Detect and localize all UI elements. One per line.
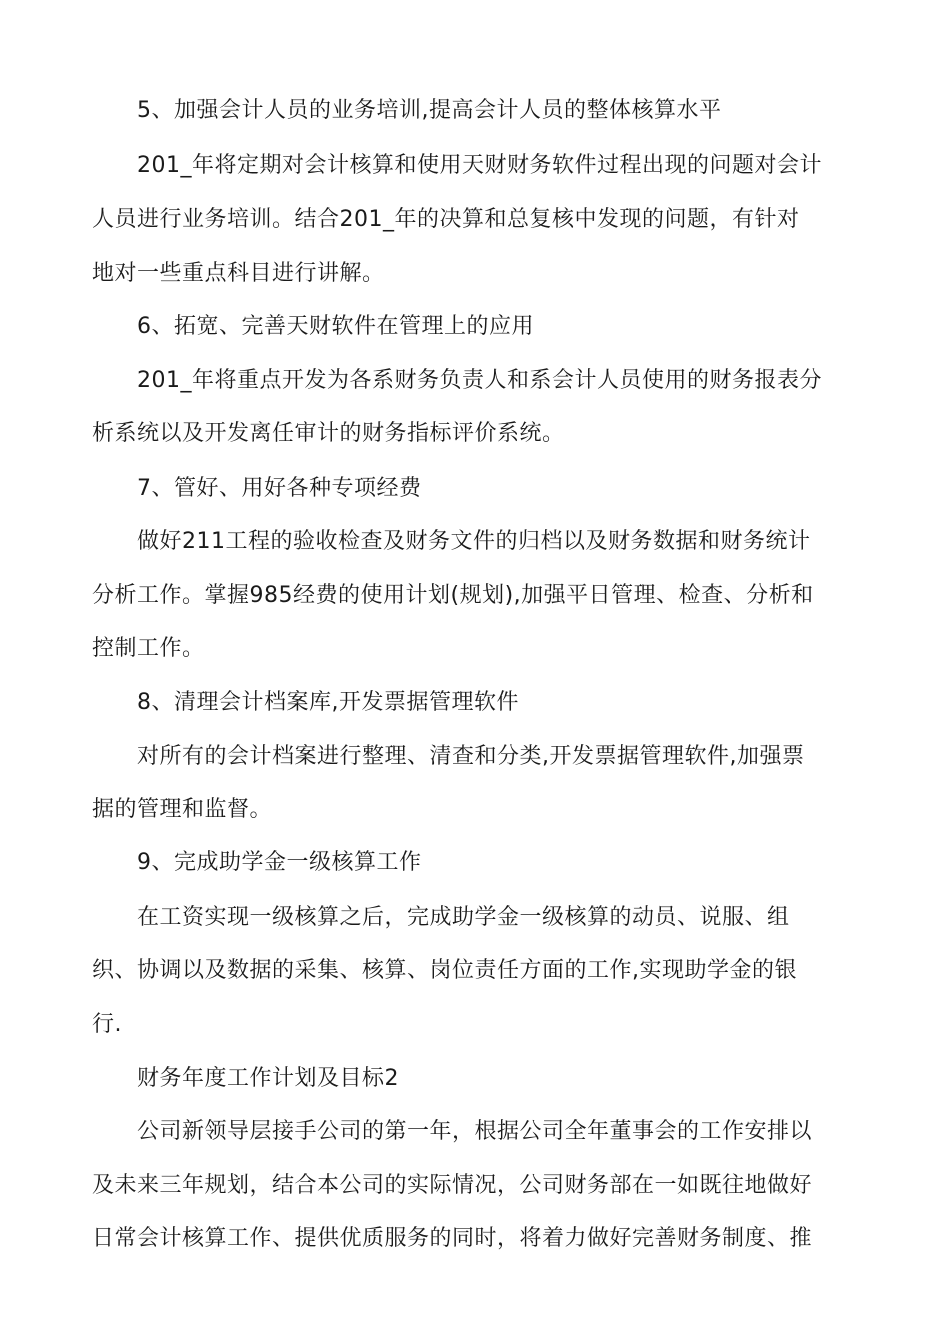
paragraph-line: 日常会计核算工作、提供优质服务的同时，将着力做好完善财务制度、推 xyxy=(92,1226,813,1251)
paragraph-line: 及未来三年规划，结合本公司的实际情况，公司财务部在一如既往地做好 xyxy=(92,1173,813,1198)
paragraph-line: 析系统以及开发离任审计的财务指标评价系统。 xyxy=(92,421,565,446)
paragraph-line: 做好211工程的验收检查及财务文件的归档以及财务数据和财务统计 xyxy=(137,529,811,554)
paragraph-line: 公司新领导层接手公司的第一年，根据公司全年董事会的工作安排以 xyxy=(137,1119,813,1144)
paragraph-line: 控制工作。 xyxy=(92,636,205,661)
paragraph-line: 据的管理和监督。 xyxy=(92,797,273,822)
paragraph-line: 织、协调以及数据的采集、核算、岗位责任方面的工作,实现助学金的银 xyxy=(92,958,797,983)
section-title: 财务年度工作计划及目标2 xyxy=(137,1066,399,1091)
heading-item-7: 7、管好、用好各种专项经费 xyxy=(137,476,422,501)
paragraph-line: 在工资实现一级核算之后，完成助学金一级核算的动员、说服、组 xyxy=(137,905,790,930)
paragraph-line: 地对一些重点科目进行讲解。 xyxy=(92,261,385,286)
heading-item-9: 9、完成助学金一级核算工作 xyxy=(137,850,422,875)
paragraph-line: 201_年将定期对会计核算和使用天财财务软件过程出现的问题对会计 xyxy=(137,153,822,178)
paragraph-line: 201_年将重点开发为各系财务负责人和系会计人员使用的财务报表分 xyxy=(137,368,822,393)
heading-item-8: 8、清理会计档案库,开发票据管理软件 xyxy=(137,690,519,715)
paragraph-line: 人员进行业务培训。结合201_年的决算和总复核中发现的问题，有针对 xyxy=(92,207,800,232)
paragraph-line: 对所有的会计档案进行整理、清查和分类,开发票据管理软件,加强票 xyxy=(137,744,805,769)
paragraph-line: 分析工作。掌握985经费的使用计划(规划),加强平日管理、检查、分析和 xyxy=(92,583,814,608)
heading-item-5: 5、加强会计人员的业务培训,提高会计人员的整体核算水平 xyxy=(137,98,722,123)
paragraph-line: 行. xyxy=(92,1012,122,1037)
heading-item-6: 6、拓宽、完善天财软件在管理上的应用 xyxy=(137,314,534,339)
